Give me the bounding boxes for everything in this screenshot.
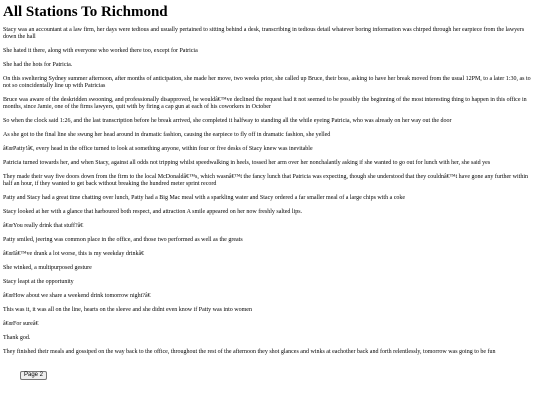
paragraph: â€œHow about we share a weekend drink tomorrow night?â€ bbox=[3, 293, 151, 299]
page-title: All Stations To Richmond bbox=[3, 4, 168, 20]
paragraph: Bruce was aware of the deskridden swooning, and professionally disapproved, he wouldâ€™ve declined the request had it not seemed to be possibly the beginning of the most interesting thing to happen in this office in months, since Jamie, one of the firms lawyers, quit with by firing a cap gun at each of his coworkers in October bbox=[3, 97, 527, 110]
paragraph: They finished their meals and gossiped on the way back to the office, throughout the rest of the afternoon they shot glances and winks at eachother back and forth relentlessly, tomorrow was going to be fun bbox=[3, 349, 496, 355]
paragraph: Stacy looked at her with a glance that harboured both respect, and attraction A smile appeared on her now freshly salted lips. bbox=[3, 209, 303, 215]
paragraph: â€œFor sureâ€ bbox=[3, 321, 39, 327]
paragraph: â€œIâ€™ve drank a lot worse, this is my weekday drinkâ€ bbox=[3, 251, 145, 257]
paragraph: Patty and Stacy had a great time chatting over lunch, Patty had a Big Mac meal with a sparkling water and Stacy ordered a far smaller meal of a large chips with a coke bbox=[3, 195, 406, 201]
paragraph: She had the hots for Patricia. bbox=[3, 62, 73, 68]
paragraph: So when the clock said 1:26, and the last transcription before he break arrived, she completed it halfway to standing all the while eyeing Patricia, who was already on her way out the door bbox=[3, 118, 452, 124]
paragraph: She hated it there, along with everyone who worked there too, except for Patricia bbox=[3, 48, 198, 54]
paragraph: This was it, it was all on the line, hearts on the sleeve and she didnt even know if Patty was into women bbox=[3, 307, 252, 313]
paragraph: â€œYou really drink that stuff?â€ bbox=[3, 223, 84, 229]
paragraph: Stacy was an accountant at a law firm, her days were tedious and usually pertained to sitting behind a desk, transcribing in tedious detail whatever boring information was chirped through her earpiece from the lawyers down the hall bbox=[3, 27, 525, 40]
paragraph: They made their way five doors down from the firm to the local McDonaldâ€™s, which wasnâ€™t the fancy lunch that Patricia was expecting, though she understood that they couldnâ€™t have gone any further within half an hour, if they wanted to get back without breaking the hundred meter sprint record bbox=[3, 174, 528, 187]
paragraph: â€œPatty!â€, every head in the office turned to look at something anyone, within four or five desks of Stacy knew was inevitable bbox=[3, 146, 313, 152]
paragraph: Patty smiled, jeering was common place in the office, and those two performed as well as the greats bbox=[3, 237, 243, 243]
next-page-button[interactable]: Page 2 bbox=[20, 371, 47, 380]
paragraph: On this sweltering Sydney summer afternoon, after months of anticipation, she made her move, two weeks prior, she called up Bruce, their boss, asking to have her break moved from the usual 12PM, to a later 1:30, as to not so coincidentally line up with Patricias bbox=[3, 76, 531, 89]
paragraph: She winked, a multipurposed gesture bbox=[3, 265, 92, 271]
story-body bbox=[3, 27, 534, 356]
paragraph: Thank god. bbox=[3, 335, 31, 341]
paragraph: As she got to the final line she swung her head around in dramatic fashion, causing the earpiece to fly off in dramatic fashion, she yelled bbox=[3, 132, 331, 138]
paragraph: Stacy leapt at the opportunity bbox=[3, 279, 74, 285]
pagination bbox=[3, 363, 534, 381]
paragraph: Patricia turned towards her, and when Stacy, against all odds not tripping whilst speedwalking in heels, tossed her arm over her nonchalantly asking if she wanted to go out for lunch with her, she said yes bbox=[3, 160, 491, 166]
